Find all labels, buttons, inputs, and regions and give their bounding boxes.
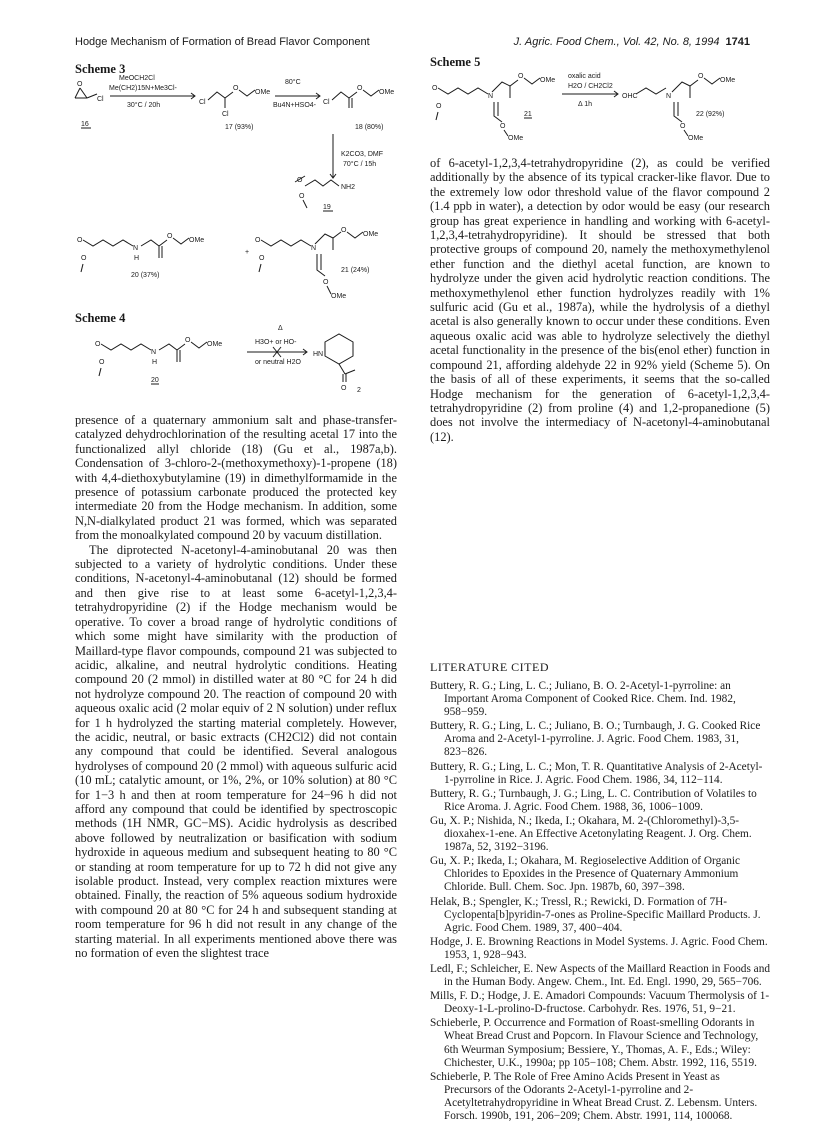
svg-text:OMe: OMe [363,231,379,238]
running-header: Hodge Mechanism of Formation of Bread Flavor Component [75,36,370,48]
svg-text:O: O [341,227,347,234]
svg-text:O: O [323,279,329,286]
scheme-4-diagram [95,322,375,392]
paragraph-hydrolysis: The diprotected N-acetonyl-4-aminobutanal 20 was then subjected to a variety of hydrolytic conditions. Under these conditions, N-acetonyl-4-aminobutanal (12) should be formed and then give rise to at least some 6-acetyl-1,2,3,4-tetrahydropyridine (2) if the Hodge mechanism would be operative. To cover a broad range of hydrolytic conditions of which some might have similarity with the production of Maillard-type flavor compounds, compound 21 was subjected to acidic, alkaline, and neutral hydrolytic conditions. Heating compound 20 (2 mmol) in distilled water at 80 °C for 24 h did not hydrolyze compound 20. The reaction of compound 20 with aqueous oxalic acid (2 molar equiv of 2 N solution) under reflux for 1 h hydrolyzed the starting material completely. However, the acidic, neutral, or basic extracts (CH2Cl2) did not contain any compound that could be identified. Several analogous hydrolyses of compound 20 (2 mmol) with aqueous sulfuric acid (10 mL; catalytic amount, or 1%, 2%, or 10% solution) at 80 °C for 1−3 h and then at room temperature for 24−96 h did not afford any compound that could be identified by spectroscopic methods (1H NMR, GC−MS). Acidic hydrolysis as described above followed by neutralization or basification with sodium hydroxide in aqueous medium and subsequent heating to 80 °C or standing at room temperature for up to 72 h did not give any isolable product. Instead, very complex reaction mixtures were obtained. Finally, the reaction of 5% aqueous sodium hydroxide with compound 20 at 80 °C for 24 h and subsequent standing at room temperature for 96 h did not result in any change of the starting material. In all experiments mentioned above there was no formation of even the slightest trace [75,542,397,961]
reference-item: Helak, B.; Spengler, K.; Tressl, R.; Rewicki, D. Formation of 7H-Cyclopenta[b]pyridin-7-ones as Proline-Specific Maillard Products. J. Agric. Food Chem. 1989, 37, 400−404. [430,895,761,934]
svg-text:OHC: OHC [622,93,638,100]
svg-text:O: O [436,103,442,110]
reagent-ammonium: Me(CH2)15N+Me3Cl- [109,85,177,92]
reference-item: Ledl, F.; Schleicher, E. New Aspects of the Maillard Reaction in Foods and in the Human Body. Angew. Chem., Int. Ed. Engl. 1990, 29, 565−706. [430,962,770,989]
reagent2-catalyst: Bu4N+HSO4- [273,102,316,109]
reagent-mom-cl: MeOCH2Cl [119,75,155,82]
svg-text:O: O [357,85,363,92]
svg-text:O: O [185,337,191,344]
compound-20-label-s4: 20 [151,377,159,384]
svg-text:O: O [99,359,105,366]
svg-text:OMe: OMe [207,341,223,348]
literature-cited-heading: LITERATURE CITED [430,660,549,674]
svg-text:N: N [311,245,317,252]
compound-18-label: 18 (80%) [355,124,384,131]
svg-text:O: O [77,237,83,244]
plus-sign: + [245,249,250,256]
svg-text:NH2: NH2 [341,184,356,191]
svg-text:Cl: Cl [97,96,104,103]
compound-21-structure [255,227,378,300]
hydrolysis-conditions: H3O+ or HO- [255,339,297,346]
svg-text:OMe: OMe [189,237,205,244]
reagent2-temp: 80°C [285,79,301,86]
svg-text:O: O [259,255,265,262]
reagent1-conditions: 30°C / 20h [127,102,161,109]
compound-2-label: 2 [357,387,361,394]
svg-text:O: O [233,85,239,92]
svg-text:OMe: OMe [379,89,395,96]
scheme-4-label: Scheme 4 [75,311,126,325]
svg-text:O: O [81,255,87,262]
compound-17-label: 17 (93%) [225,124,254,131]
compound-21-label-s5: 21 [524,111,532,118]
reference-item: Gu, X. P.; Nishida, N.; Ikeda, I.; Okahara, M. 2-(Chloromethyl)-3,5-dioxahex-1-ene. An Effective Acetonylating Reagent. J. Org. Chem. 1987a, 52, 3192−3196. [430,814,752,854]
compound-22-label: 22 (92%) [696,111,725,118]
svg-text:Cl: Cl [222,111,229,118]
svg-text:N: N [488,93,494,100]
compound-16-label: 16 [81,121,89,128]
svg-text:O: O [680,123,686,130]
reagent3-base: K2CO3, DMF [341,151,384,158]
reference-item: Hodge, J. E. Browning Reactions in Model Systems. J. Agric. Food Chem. 1953, 1, 928−943. [430,935,768,961]
compound-19-label: 19 [323,204,331,211]
journal-citation [514,36,750,48]
journal-name: J. Agric. Food Chem., Vol. 42, No. 8, 1994 [513,36,720,48]
paragraph-conclusion: of 6-acetyl-1,2,3,4-tetrahydropyridine (2), as could be verified additionally by the absence of its typical cracker-like flavor. Due to the extremely low odor threshold value of the flavor compound 2 (1.4 ppb in water), a detection by odor would be easy (our research group has great experience in handling and working with 6-acetyl-1,2,3,4-tetrahydropyridine). It should be stressed that both protective groups of compound 20, namely the methoxymethylenol ether function and the diethyl acetal function, are known to hydrolyze under the given acid hydrolytic reaction conditions. The methoxymethylenol ether function hydrolyzes readily with 1% sulfuric acid (Gu et al., 1987a), while the hydrolysis of a diethyl acetal is also generally known to occur under these conditions. Even aqueous oxalic acid was able to hydrolyze selectively the diethyl acetal functionality in the presence of the bis(enol ether) function in compound 21, affording aldehyde 22 in 92% yield (Scheme 5). On the basis of all of these experiments, it seems that the so-called Hodge mechanism for the generation of 6-acetyl-1,2,3,4-tetrahydropyridine (2) from proline (4) and 1,2-propanedione (5) does not involve the intermediacy of N-acetonyl-4-aminobutanal (12). [430,156,770,444]
reference-item: Buttery, R. G.; Ling, L. C.; Juliano, B. O. 2-Acetyl-1-pyrroline: an Important Aroma Component of Cooked Rice. Chem. Ind. 1982, 958−959. [430,680,736,719]
compound-2-structure [313,334,355,392]
compound-17-structure [199,85,270,118]
svg-text:OMe: OMe [331,293,347,300]
svg-text:O: O [698,73,704,80]
page-number: 1741 [725,36,750,48]
svg-text:OMe: OMe [720,77,736,84]
svg-text:O: O [432,85,438,92]
scheme-3-diagram [75,74,415,299]
reference-item: Schieberle, P. Occurrence and Formation of Roast-smelling Odorants in Wheat Bread Crust and Popcorn. In Flavour Science and Technology, 6th Weurman Symposium; Bessiere, Y., Thomas, A. F., Eds.; Wiley: Chichester, U.K., 1990a; pp 105−108; Chem. Abstr. 1992, 116, 5519. [430,1017,759,1069]
solvent-conditions: H2O / CH2Cl2 [568,83,613,90]
compound-16-structure [75,81,104,103]
svg-text:O: O [299,193,305,200]
compound-20-structure [77,233,204,272]
reference-item: Mills, F. D.; Hodge, J. E. Amadori Compounds: Vacuum Thermolysis of 1-Deoxy-1-L-prolino-D-fructose. Carbohydr. Res. 1976, 51, 9−21. [430,990,770,1016]
scheme-5-diagram [430,64,775,144]
reaction-time: Δ 1h [578,101,593,108]
svg-text:O: O [255,237,261,244]
reference-item: Buttery, R. G.; Turnbaugh, J. G.; Ling, L. C. Contribution of Volatiles to Rice Aroma. J. Agric. Food Chem. 1988, 36, 1006−1009. [430,787,757,813]
svg-text:N: N [133,245,139,252]
scheme-3-label: Scheme 3 [75,62,126,76]
svg-text:Cl: Cl [323,99,330,106]
svg-text:H: H [134,255,140,262]
reference-item: Schieberle, P. The Role of Free Amino Acids Present in Yeast as Precursors of the Odorants 2-Acetyl-1-pyrroline and 2-Acetyltetrahydropyridine in Wheat Bread Crust. Z. Lebensm. Unters. Forsch. 1990b, 191, 206−209; Chem. Abstr. 1991, 114, 100068. [430,1070,758,1122]
compound-22-structure [622,73,735,142]
neutral-conditions: or neutral H2O [255,359,301,366]
oxalic-acid-reagent: oxalic acid [568,73,601,80]
compound-20-label: 20 (37%) [131,272,160,279]
reference-item: Gu, X. P.; Ikeda, I.; Okahara, M. Regioselective Addition of Organic Chlorides to Epoxides in the Presence of Quaternary Ammonium Chloride. Bull. Chem. Soc. Jpn. 1987b, 60, 397−398. [430,855,741,894]
svg-text:O: O [518,73,524,80]
scheme-5-label: Scheme 5 [430,55,481,69]
svg-text:Cl: Cl [199,99,206,106]
svg-text:HN: HN [313,351,324,358]
compound-21-label: 21 (24%) [341,267,370,274]
svg-text:O: O [297,177,303,184]
svg-text:O: O [341,385,347,392]
svg-text:O: O [500,123,506,130]
svg-text:OMe: OMe [688,135,704,142]
compound-18-structure [323,85,394,108]
reference-item: Buttery, R. G.; Ling, L. C.; Mon, T. R. Quantitative Analysis of 2-Acetyl-1-pyrroline in Rice. J. Agric. Food Chem. 1986, 34, 112−114. [430,760,763,786]
compound-20-structure-s4 [95,337,222,376]
reference-item: Buttery, R. G.; Ling, L. C.; Juliano, B. O.; Turnbaugh, J. G. Cooked Rice Aroma and 2-Acetyl-1-pyrroline. J. Agric. Food Chem. 1983, 31, 823−826. [430,720,761,759]
svg-text:N: N [666,93,672,100]
right-column [430,156,770,444]
svg-text:OMe: OMe [508,135,524,142]
compound-21-structure-s5 [432,73,555,142]
svg-text:O: O [95,341,101,348]
svg-text:O: O [167,233,173,240]
svg-text:OMe: OMe [255,89,271,96]
references-list [430,680,770,1124]
heat-symbol: Δ [278,325,283,332]
svg-text:O: O [77,81,83,88]
left-column [75,413,397,960]
svg-text:H: H [152,359,158,366]
paragraph-synthesis: presence of a quaternary ammonium salt and phase-transfer-catalyzed dehydrochlorination of the resulting acetal 17 into the functionalized allyl chloride (18) (Gu et al., 1987a,b). Condensation of 3-chloro-2-(methoxymethoxy)-1-propene (18) with 4,4-diethoxybutylamine (19) in dimethylformamide in the presence of potassium carbonate produced the protected key intermediate 20 from the Hodge mechanism. In addition, some N,N-dialkylated product 21 was formed, which was separated from the monoalkylated compound 20 by vacuum distillation. [75,413,397,543]
svg-text:OMe: OMe [540,77,556,84]
svg-text:N: N [151,349,157,356]
reagent3-conditions: 70°C / 15h [343,161,377,168]
